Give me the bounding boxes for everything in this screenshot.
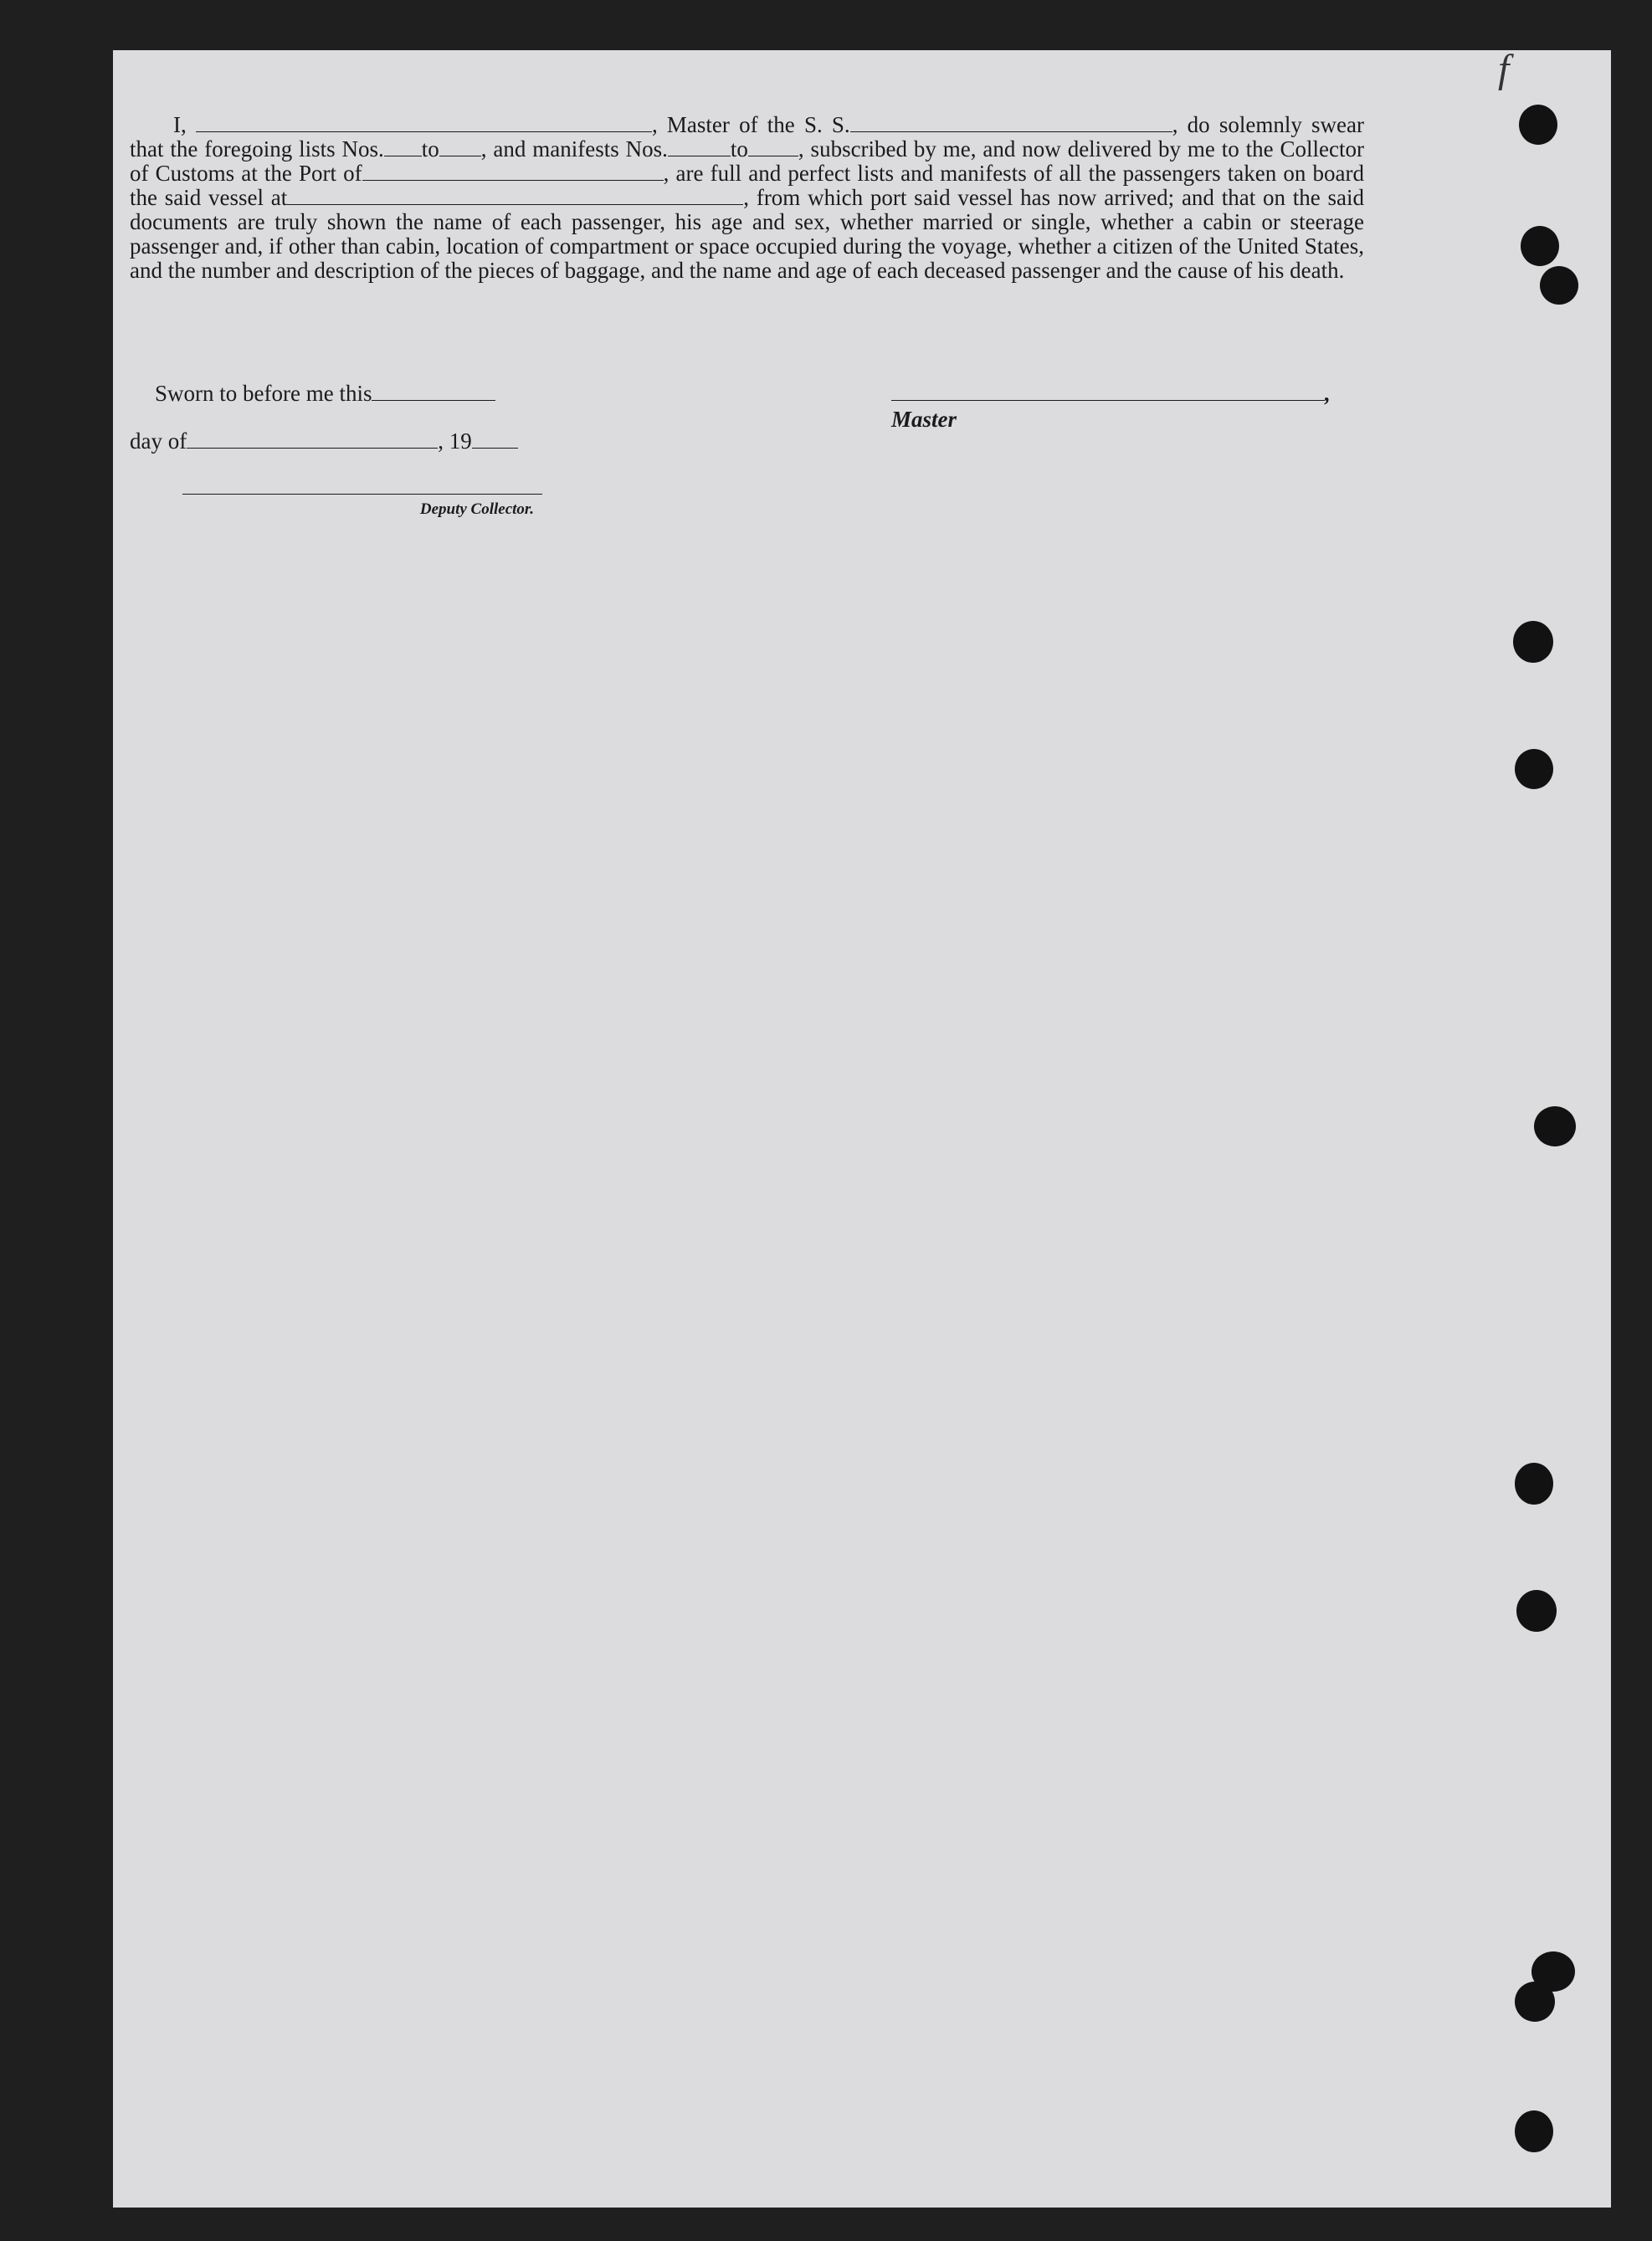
punch-hole: [1534, 1106, 1576, 1146]
ship-name-blank[interactable]: [850, 115, 1172, 132]
oath-swear: swear that the foregoing lists Nos.: [130, 112, 1365, 162]
oath-i: I,: [173, 112, 187, 137]
punch-hole: [1540, 266, 1578, 305]
oath-and-manifests: , and manifests Nos.: [480, 136, 668, 162]
sworn-label: [155, 381, 495, 407]
manifests-from-blank[interactable]: [668, 139, 731, 156]
manifests-to-blank[interactable]: [748, 139, 798, 156]
month-blank[interactable]: [187, 431, 438, 449]
oath-manifests-of: manifests of all the passengers taken on board the said vessel at: [130, 161, 1364, 210]
sworn-text: Sworn to before me this: [155, 381, 372, 406]
year-blank[interactable]: [472, 431, 518, 449]
oath-master-of: , Master of the S. S.: [651, 112, 850, 137]
embark-port-blank[interactable]: [287, 187, 743, 205]
oath-body: port said vessel has now arrived; and that on the said documents are truly shown the name of each passenger, his age and sex, whether married or single, whether a cabin or steerage passenger and, if other than cabin, location of compartment or space occupied during the voyage, whether a citizen of the United States, and the number and description of the pieces of baggage, and the name and age of each deceased passenger and the cause of his death.: [130, 185, 1365, 283]
sworn-day-blank[interactable]: [372, 383, 495, 401]
day-row: [130, 428, 1364, 454]
master-signature-blank[interactable]: [891, 383, 1325, 401]
punch-hole: [1515, 2110, 1553, 2152]
punch-hole: [1519, 105, 1557, 145]
deputy-collector-label: Deputy Collector.: [419, 500, 534, 518]
master-name-blank[interactable]: [196, 115, 652, 132]
punch-hole: [1516, 1590, 1557, 1632]
year-prefix: , 19: [438, 428, 472, 454]
oath-delivered: delivered by me to the Collector of Customs at the Port of: [130, 136, 1365, 186]
punch-hole: [1513, 621, 1553, 663]
deputy-collector-signature-line[interactable]: [182, 494, 542, 495]
oath-to-2: to: [730, 136, 748, 162]
punch-hole: [1515, 1463, 1553, 1505]
oath-are-full: , are full and perfect lists and: [663, 161, 934, 186]
port-blank[interactable]: [362, 163, 664, 181]
master-signature: [891, 381, 1364, 433]
oath-subscribed: , subscribed by me, and now: [798, 136, 1061, 162]
master-label: , Master: [891, 381, 1331, 432]
punch-hole: [1515, 749, 1553, 789]
punch-hole: [1515, 1982, 1555, 2022]
oath-to-1: to: [421, 136, 439, 162]
lists-to-blank[interactable]: [439, 139, 481, 156]
form-page: [113, 50, 1611, 2208]
oath-from-which: , from which: [743, 185, 864, 210]
lists-from-blank[interactable]: [384, 139, 422, 156]
oath-paragraph: [130, 113, 1364, 283]
day-of-label: day of: [130, 428, 187, 454]
punch-hole: [1521, 226, 1559, 266]
oath-do-solemnly: , do solemnly: [1172, 112, 1302, 137]
handwritten-margin-mark: f: [1498, 47, 1510, 91]
